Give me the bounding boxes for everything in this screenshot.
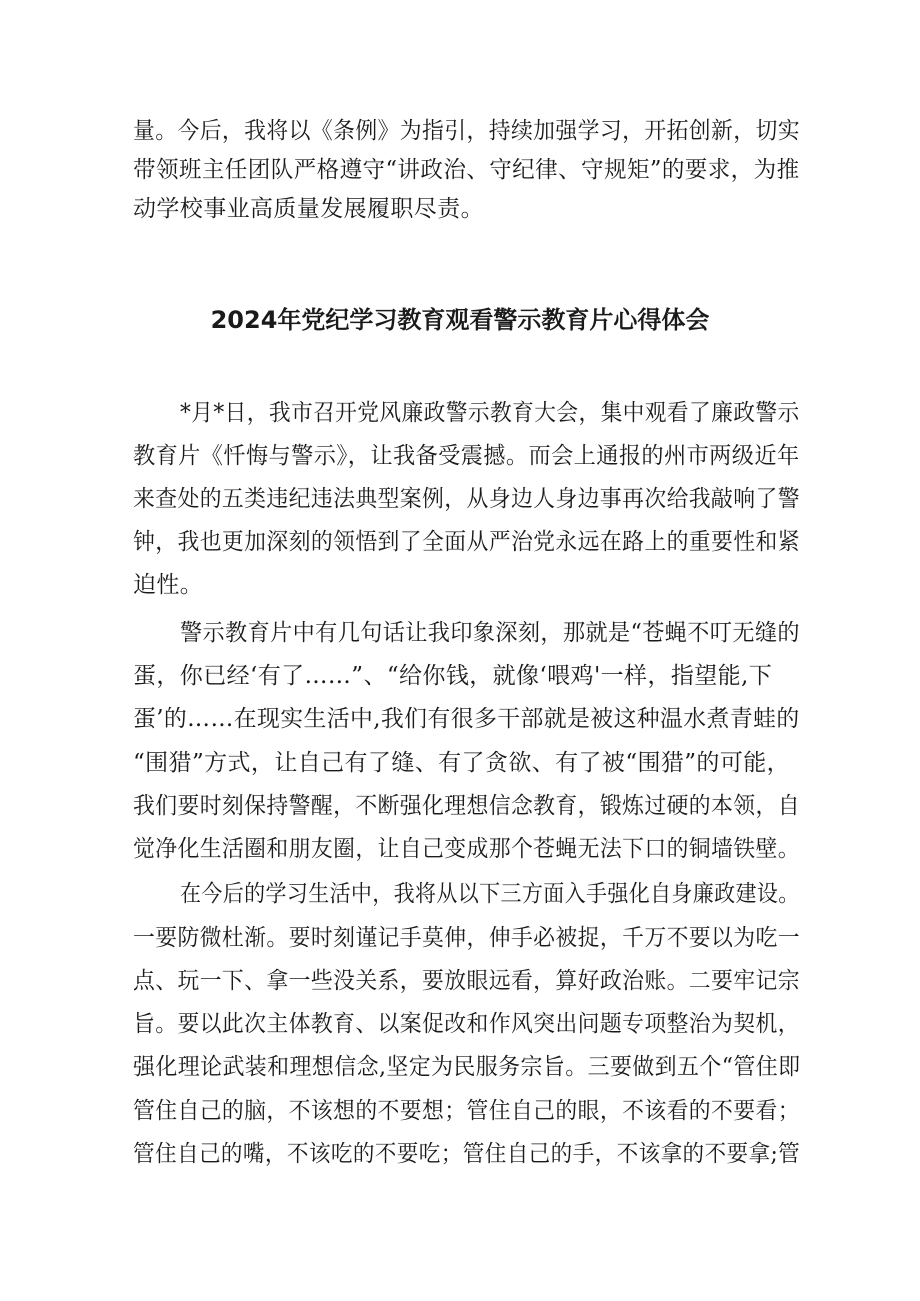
p2-line-4: “围猎”方式，让自己有了缝、有了贪欲、有了被“围猎”的可能，	[133, 750, 791, 776]
p3-line-7: 管住自己的嘴，不该吃的不要吃；管住自己的手，不该拿的不要拿;管	[133, 1141, 801, 1167]
p2-line-2: 蛋，你已经‘有了……”、“给你钱，就像‘喂鸡'一样，指望能,下	[133, 663, 773, 689]
p2-line-1: 警示教育片中有几句话让我印象深刻，那就是“苍蝇不叮无缝的	[180, 620, 800, 646]
document-title: 2024年党纪学习教育观看警示教育片心得体会	[210, 306, 710, 334]
p1-line-3: 来查处的五类违纪违法典型案例，从身边人身边事再次给我敲响了警	[133, 486, 800, 512]
intro-line-1: 量。今后，我将以《条例》为指引，持续加强学习，开拓创新，切实	[133, 118, 800, 144]
p3-line-3: 点、玩一下、拿一些没关系，要放眼远看，算好政治账。二要牢记宗	[133, 968, 800, 994]
p3-line-1: 在今后的学习生活中，我将从以下三方面入手强化自身廉政建设。	[180, 881, 800, 907]
p1-line-4: 钟，我也更加深刻的领悟到了全面从严治党永远在路上的重要性和紧	[133, 529, 800, 555]
p2-line-3: 蛋’的……在现实生活中,我们有很多干部就是被这种温水煮青蛙的	[133, 706, 800, 732]
p3-line-6: 管住自己的脑，不该想的不要想；管住自己的眼，不该看的不要看；	[133, 1098, 800, 1124]
p1-line-5: 迫性。	[133, 572, 204, 598]
p1-line-2: 教育片《忏悔与警示》，让我备受震撼。而会上通报的州市两级近年	[133, 443, 800, 469]
p3-line-2: 一要防微杜渐。要时刻谨记手莫伸，伸手必被捉，千万不要以为吃一	[133, 925, 800, 951]
p2-line-6: 觉净化生活圈和朋友圈，让自己变成那个苍蝇无法下口的铜墙铁壁。	[133, 836, 800, 862]
p1-line-1: *月*日，我市召开党风廉政警示教育大会，集中观看了廉政警示	[180, 400, 800, 426]
p3-line-5: 强化理论武装和理想信念,坚定为民服务宗旨。三要做到五个“管住即	[133, 1054, 801, 1080]
p2-line-5: 我们要时刻保持警醒，不断强化理想信念教育，锻炼过硬的本领，自	[133, 793, 800, 819]
intro-line-2: 带领班主任团队严格遵守“讲政治、守纪律、守规矩”的要求，为推	[133, 157, 800, 183]
intro-line-3: 动学校事业高质量发展履职尽责。	[133, 196, 484, 222]
p3-line-4: 旨。要以此次主体教育、以案促改和作风突出问题专项整治为契机，	[133, 1011, 800, 1037]
